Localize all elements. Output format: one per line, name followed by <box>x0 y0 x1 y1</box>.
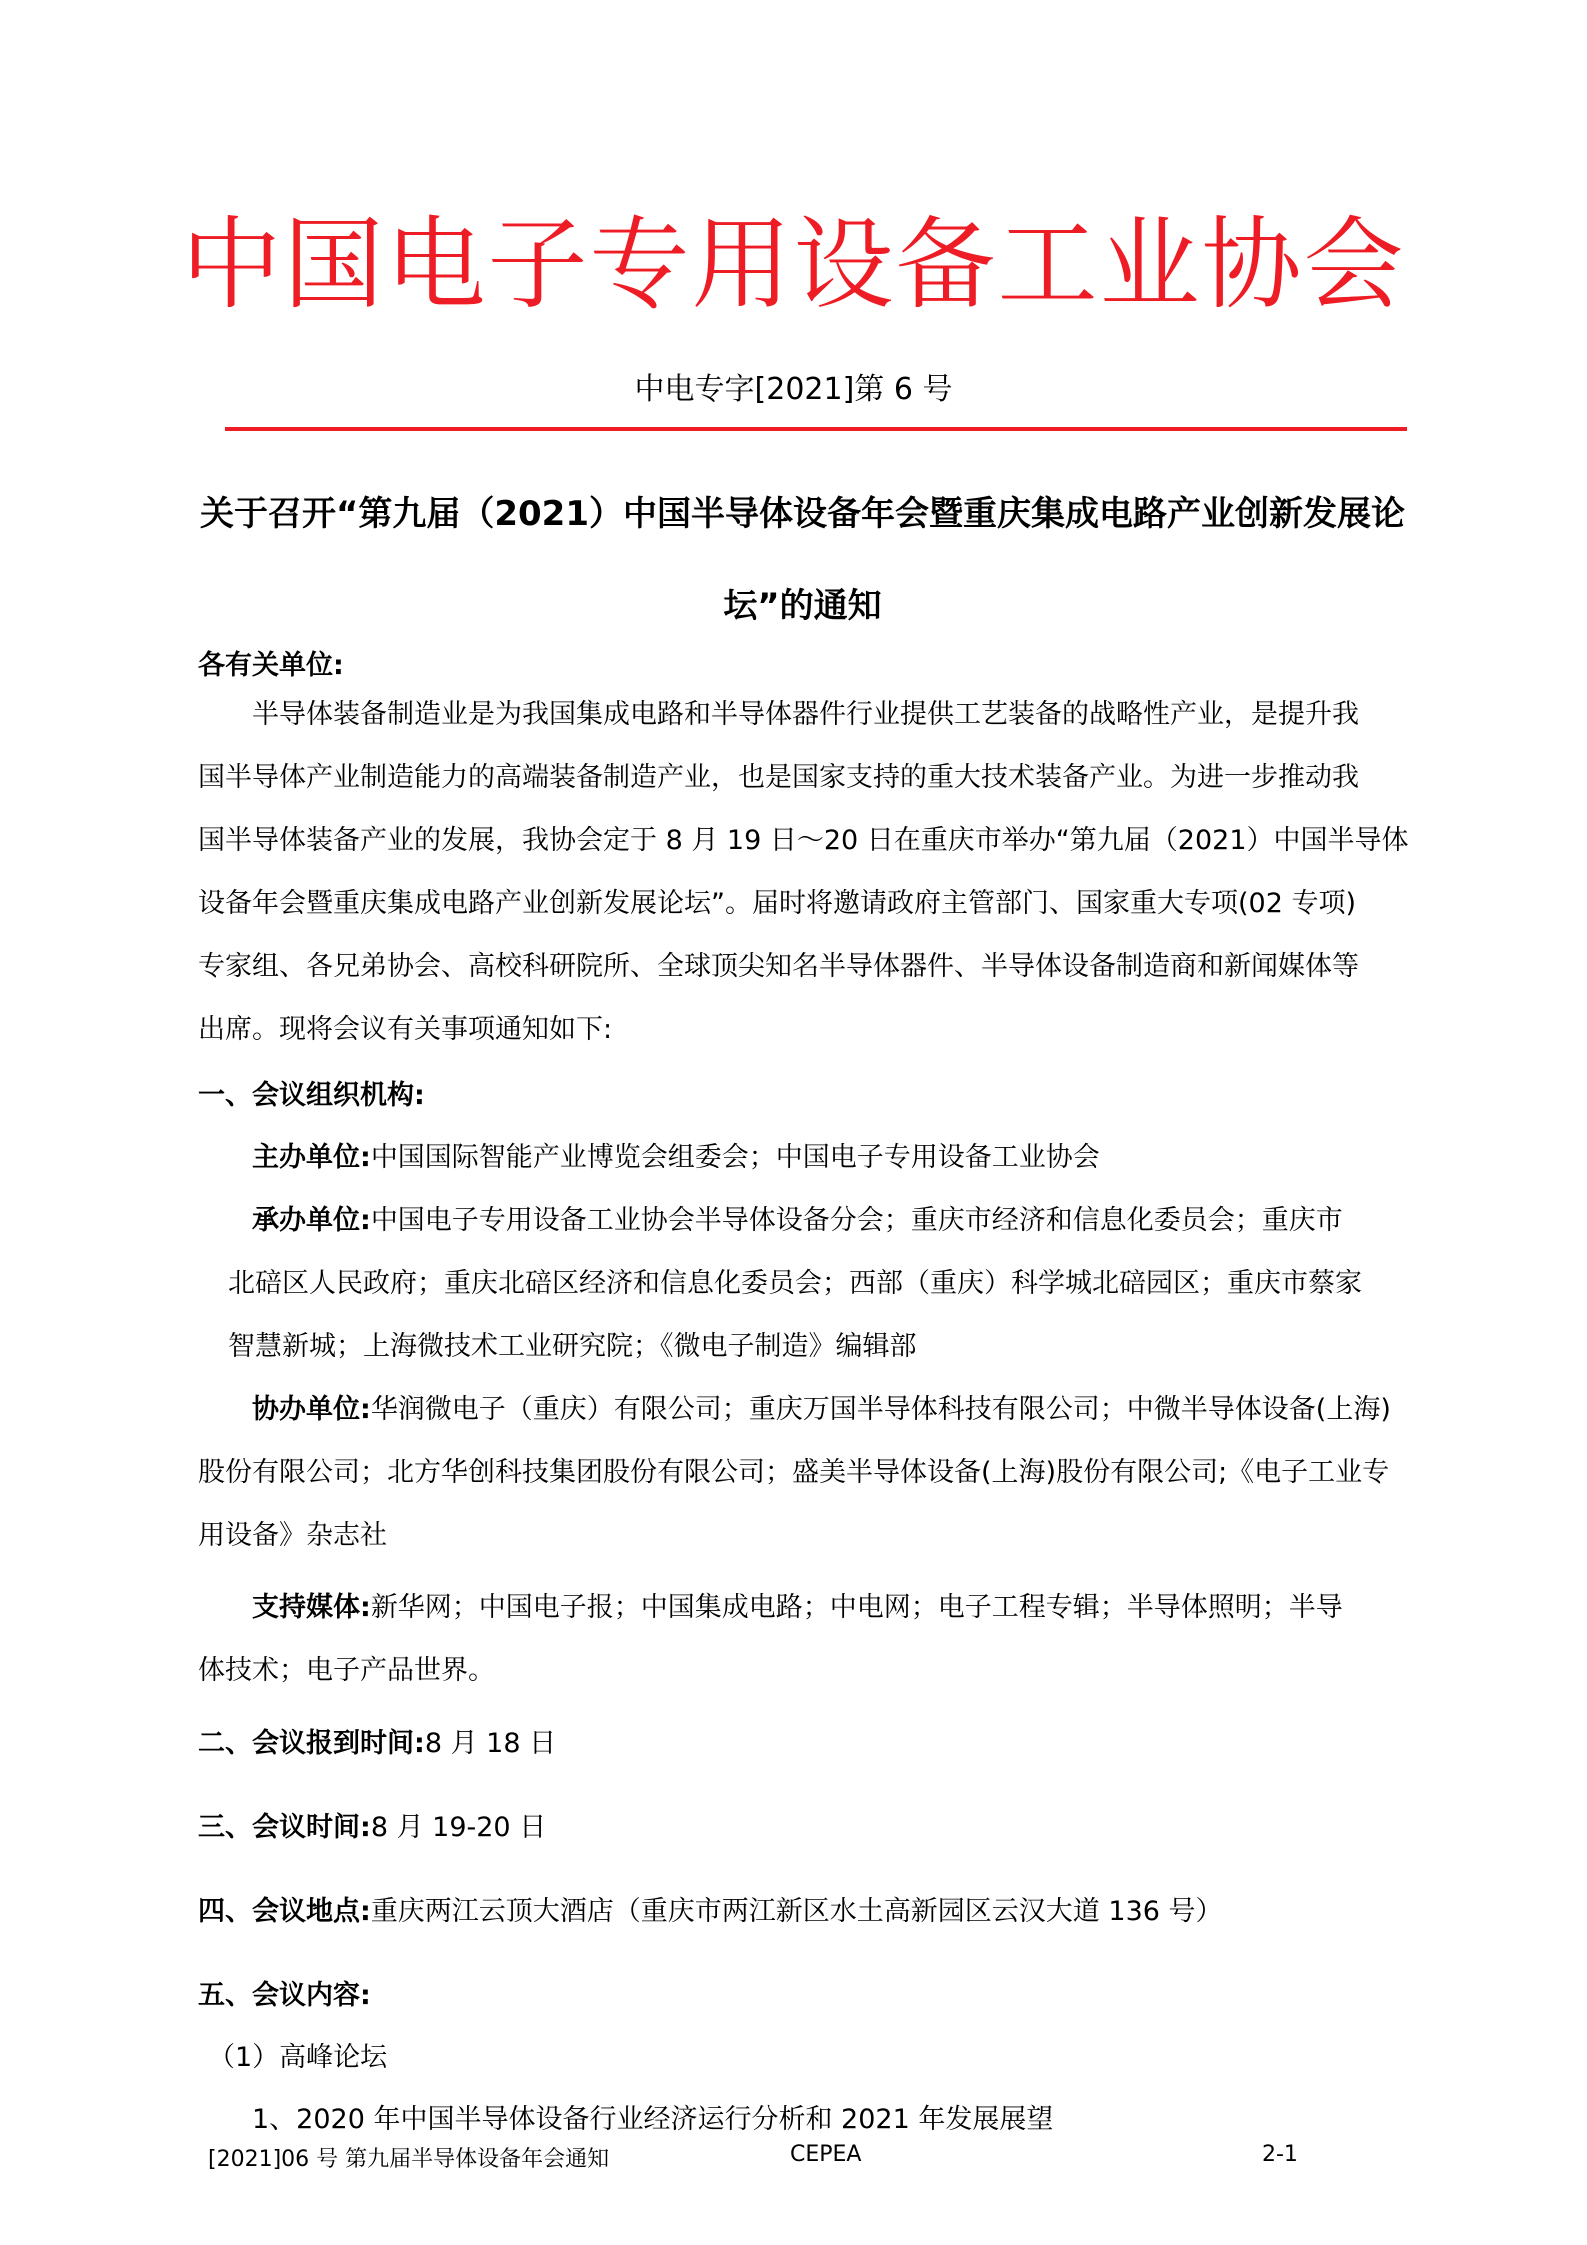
sub-heading-1: （1）高峰论坛 <box>208 2042 388 2073</box>
intro-line: 专家组、各兄弟协会、高校科研院所、全球顶尖知名半导体器件、半导体设备制造商和新闻媒体等 <box>198 951 1359 982</box>
media-line2: 体技术；电子产品世界。 <box>198 1655 495 1686</box>
intro-line: 国半导体产业制造能力的高端装备制造产业，也是国家支持的重大技术装备产业。为进一步推动我 <box>198 762 1359 793</box>
section3-heading: 三、会议时间: <box>198 1812 371 1843</box>
media-row <box>252 1590 1343 1626</box>
organizer-label: 承办单位: <box>252 1205 371 1236</box>
section4-heading: 四、会议地点: <box>198 1896 371 1927</box>
media-label: 支持媒体: <box>252 1592 371 1623</box>
intro-paragraph <box>198 697 1413 1075</box>
host-label: 主办单位: <box>252 1142 371 1173</box>
doc-number: 中电专字[2021]第 6 号 <box>634 372 953 407</box>
section2-row <box>198 1726 556 1762</box>
host-row <box>252 1140 1100 1176</box>
co-organizer-line3: 用设备》杂志社 <box>198 1520 387 1551</box>
organizer-row <box>252 1203 1343 1239</box>
section5-heading: 五、会议内容: <box>198 1980 371 2011</box>
section3-row <box>198 1810 546 1846</box>
intro-line: 半导体装备制造业是为我国集成电路和半导体器件行业提供工艺装备的战略性产业，是提升我 <box>252 699 1359 730</box>
intro-line: 出席。现将会议有关事项通知如下: <box>198 1014 613 1045</box>
footer-page-number: 2-1 <box>1262 2142 1298 2167</box>
section4-row <box>198 1894 1223 1930</box>
section3-text: 8 月 19-20 日 <box>370 1812 547 1843</box>
red-divider <box>225 427 1407 431</box>
organizer-text: 中国电子专用设备工业协会半导体设备分会；重庆市经济和信息化委员会；重庆市 <box>370 1205 1343 1236</box>
co-organizer-line2: 股份有限公司；北方华创科技集团股份有限公司；盛美半导体设备(上海)股份有限公司;《电子工业专 <box>198 1457 1390 1488</box>
org-title: 中国电子专用设备工业协会 <box>181 206 1406 323</box>
section1-heading: 一、会议组织机构: <box>198 1080 425 1111</box>
organizer-line2: 北碚区人民政府；重庆北碚区经济和信息化委员会；西部（重庆）科学城北碚园区；重庆市蔡家 <box>228 1268 1362 1299</box>
co-organizer-row <box>252 1392 1391 1428</box>
intro-line: 国半导体装备产业的发展，我协会定于 8 月 19 日～20 日在重庆市举办“第九届（2021）中国半导体 <box>198 825 1409 856</box>
media-text: 新华网；中国电子报；中国集成电路；中电网；电子工程专辑；半导体照明；半导 <box>370 1592 1343 1623</box>
salutation: 各有关单位: <box>198 650 344 681</box>
host-text: 中国国际智能产业博览会组委会；中国电子专用设备工业协会 <box>370 1142 1100 1173</box>
content-item-1: 1、2020 年中国半导体设备行业经济运行分析和 2021 年发展展望 <box>252 2104 1054 2135</box>
section2-heading: 二、会议报到时间: <box>198 1728 425 1759</box>
co-organizer-label: 协办单位: <box>252 1394 371 1425</box>
footer-center: CEPEA <box>790 2142 862 2167</box>
co-organizer-text: 华润微电子（重庆）有限公司；重庆万国半导体科技有限公司；中微半导体设备(上海) <box>370 1394 1391 1425</box>
section4-text: 重庆两江云顶大酒店（重庆市两江新区水土高新园区云汉大道 136 号） <box>370 1896 1223 1927</box>
notice-title: 关于召开“第九届（2021）中国半导体设备年会暨重庆集成电路产业创新发展论坛”的通知 <box>200 494 1405 626</box>
footer-left: [2021]06 号 第九届半导体设备年会通知 <box>208 2147 610 2172</box>
organizer-line3: 智慧新城；上海微技术工业研究院；《微电子制造》编辑部 <box>228 1331 917 1362</box>
section2-text: 8 月 18 日 <box>424 1728 557 1759</box>
intro-line: 设备年会暨重庆集成电路产业创新发展论坛”。届时将邀请政府主管部门、国家重大专项(02 专项) <box>198 888 1356 919</box>
